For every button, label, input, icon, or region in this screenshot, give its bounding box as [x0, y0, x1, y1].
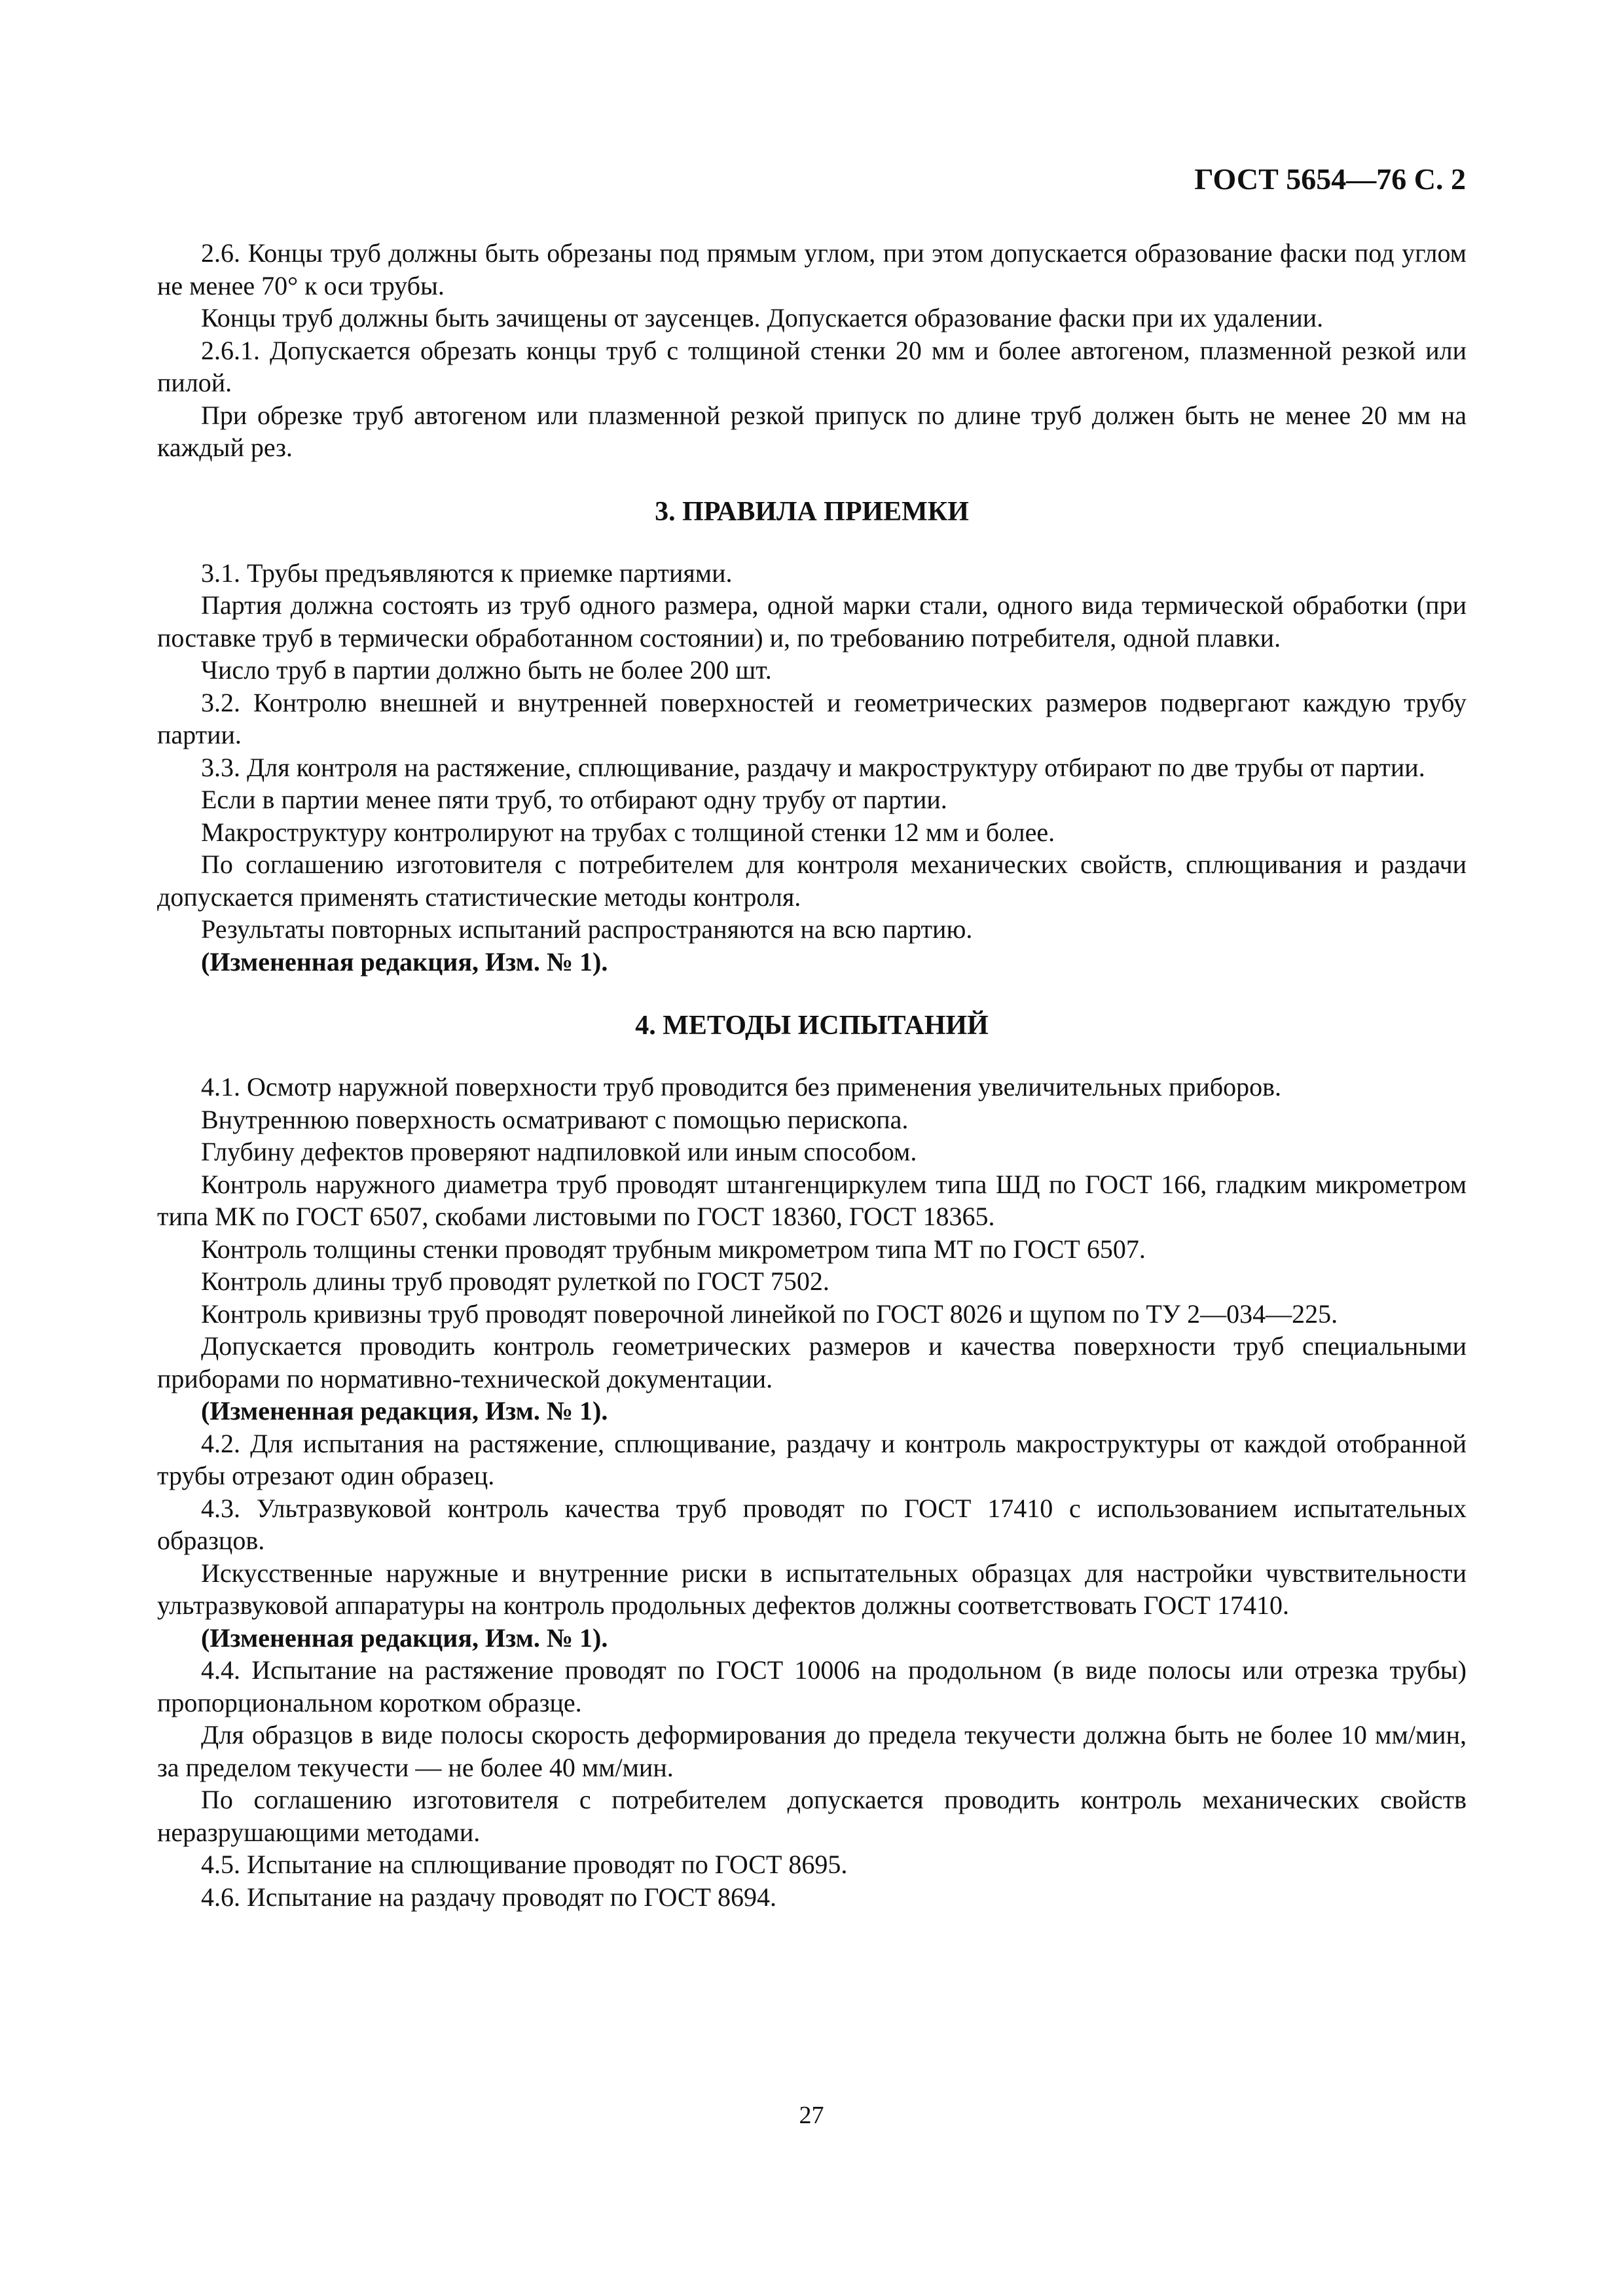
paragraph-4-4: 4.4. Испытание на растяжение проводят по ГОСТ 10006 на продольном (в виде полосы или отрезка трубы) пропорциональном коротком образце.: [157, 1655, 1467, 1717]
paragraph: Партия должна состоять из труб одного размера, одной марки стали, одного вида термической обработки (при поставке труб в термически обработанном состоянии) и, по требованию потребителя, одной плавки.: [157, 590, 1467, 653]
section-4-heading: 4. МЕТОДЫ ИСПЫТАНИЙ: [635, 1011, 989, 1041]
paragraph: При обрезке труб автогеном или плазменной резкой припуск по длине труб должен быть не менее 20 мм на каждый рез.: [157, 400, 1467, 462]
paragraph: Если в партии менее пяти труб, то отбирают одну трубу от партии.: [201, 785, 947, 814]
paragraph-4-5: 4.5. Испытание на сплющивание проводят по ГОСТ 8695.: [201, 1850, 848, 1879]
document-body: [157, 237, 1467, 1913]
paragraph-4-3: 4.3. Ультразвуковой контроль качества труб проводят по ГОСТ 17410 с использованием испытательных образцов.: [157, 1493, 1467, 1555]
paragraph: Число труб в партии должно быть не более 200 шт.: [201, 655, 772, 685]
paragraph-4-2: 4.2. Для испытания на растяжение, сплющивание, раздачу и контроль макроструктуры от каждой отобранной трубы отрезают один образец.: [157, 1428, 1467, 1490]
paragraph-3-3: 3.3. Для контроля на растяжение, сплющивание, раздачу и макроструктуру отбирают по две трубы от партии.: [201, 752, 1425, 782]
paragraph: Искусственные наружные и внутренние риски в испытательных образцах для настройки чувствительности ультразвуковой аппаратуры на контроль продольных дефектов должны соответствовать ГОСТ 17410.: [157, 1558, 1467, 1620]
paragraph-3-2: 3.2. Контролю внешней и внутренней поверхностей и геометрических размеров подвергают каждую трубу партии.: [157, 687, 1467, 749]
paragraph-4-1: 4.1. Осмотр наружной поверхности труб проводится без применения увеличительных приборов.: [201, 1072, 1281, 1102]
amendment-note: (Измененная редакция, Изм. № 1).: [201, 1396, 608, 1426]
paragraph: Результаты повторных испытаний распространяются на всю партию.: [201, 914, 973, 944]
paragraph-2-6-1: 2.6.1. Допускается обрезать концы труб с толщиной стенки 20 мм и более автогеном, плазменной резкой или пилой.: [157, 335, 1467, 397]
paragraph: Концы труб должны быть зачищены от заусенцев. Допускается образование фаски при их удалении.: [201, 303, 1324, 332]
paragraph: Контроль толщины стенки проводят трубным микрометром типа МТ по ГОСТ 6507.: [201, 1234, 1146, 1264]
paragraph-2-6: 2.6. Концы труб должны быть обрезаны под прямым углом, при этом допускается образование фаски под углом не менее 70° к оси трубы.: [157, 238, 1467, 300]
paragraph: Глубину дефектов проверяют надпиловкой или иным способом.: [201, 1137, 917, 1166]
page-number: 27: [799, 2102, 824, 2129]
paragraph: Допускается проводить контроль геометрических размеров и качества поверхности труб специальными приборами по нормативно-технической документации.: [157, 1331, 1467, 1393]
paragraph: Контроль длины труб проводят рулеткой по ГОСТ 7502.: [201, 1266, 830, 1296]
amendment-note: (Измененная редакция, Изм. № 1).: [201, 946, 608, 977]
paragraph: Контроль кривизны труб проводят поверочной линейкой по ГОСТ 8026 и щупом по ТУ 2—034—225.: [201, 1299, 1338, 1329]
paragraph: Контроль наружного диаметра труб проводят штангенциркулем типа ШД по ГОСТ 166, гладким микрометром типа МК по ГОСТ 6507, скобами листовыми по ГОСТ 18360, ГОСТ 18365.: [157, 1169, 1467, 1231]
paragraph: По соглашению изготовителя с потребителем допускается проводить контроль механических свойств неразрушающими методами.: [157, 1785, 1467, 1847]
paragraph-4-6: 4.6. Испытание на раздачу проводят по ГОСТ 8694.: [201, 1882, 776, 1912]
paragraph: По соглашению изготовителя с потребителем для контроля механических свойств, сплющивания и раздачи допускается применять статистические методы контроля.: [157, 850, 1467, 912]
amendment-note: (Измененная редакция, Изм. № 1).: [201, 1623, 608, 1653]
page-header: ГОСТ 5654—76 С. 2: [1194, 162, 1466, 196]
section-3-heading: 3. ПРАВИЛА ПРИЕМКИ: [655, 496, 969, 527]
paragraph-3-1: 3.1. Трубы предъявляются к приемке партиями.: [201, 558, 733, 588]
paragraph: Макроструктуру контролируют на трубах с толщиной стенки 12 мм и более.: [201, 817, 1055, 847]
paragraph: Внутреннюю поверхность осматривают с помощью перископа.: [201, 1104, 909, 1134]
paragraph: Для образцов в виде полосы скорость деформирования до предела текучести должна быть не более 10 мм/мин, за пределом текучести — не более 40 мм/мин.: [157, 1720, 1467, 1782]
